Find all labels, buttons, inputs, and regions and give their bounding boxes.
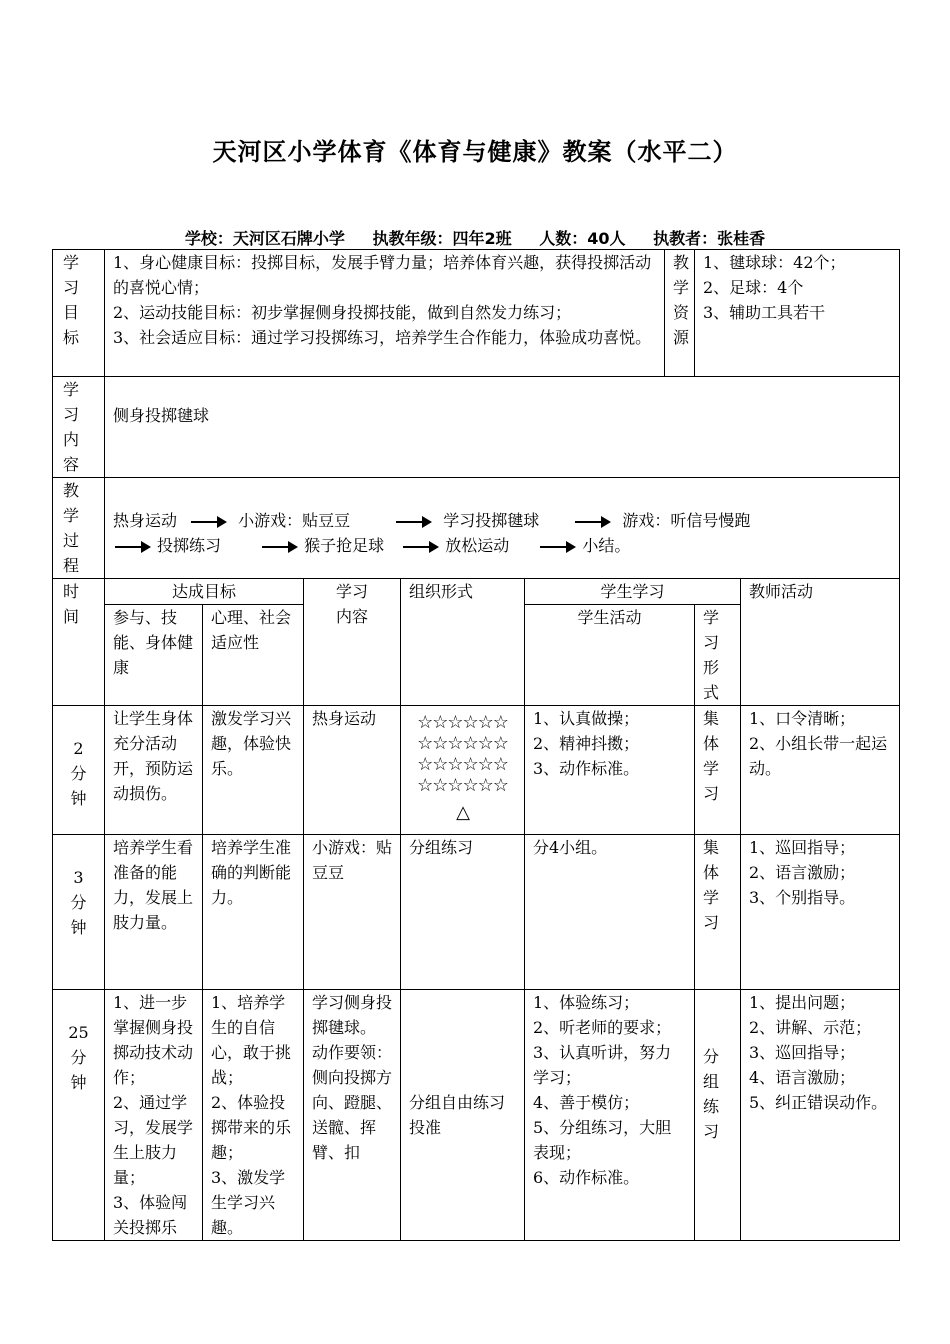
content-head: 学 习 内 容 — [53, 377, 105, 478]
teacher-header: 教师活动 — [741, 579, 900, 706]
goals-text: 1、身心健康目标：投掷目标，发展手臂力量；培养体育兴趣，获得投掷活动的喜悦心情； 2、运动技能目标：初步掌握侧身投掷技能，做到自然发力练习； 3、社会适应目标：通过学习投掷练习，培养学生合作能力，体验成功喜悦。 — [105, 250, 665, 377]
formation-diagram — [401, 706, 525, 835]
resources-list: 1、毽球球：42个； 2、足球：4个 3、辅助工具若干 — [695, 250, 900, 377]
table-row — [53, 706, 900, 835]
arrow-icon — [262, 546, 296, 548]
process-step: 学习投掷毽球 — [443, 511, 540, 530]
header-row — [53, 579, 900, 605]
process-row — [53, 478, 900, 579]
info-count: 人数：40人 — [539, 229, 626, 248]
info-teacher: 执教者：张桂香 — [653, 229, 766, 248]
process-head: 教 学 过 程 — [53, 478, 105, 579]
content-cell: 学习侧身投掷毽球。 动作要领：侧向投掷方向、蹬腿、送髋、挥臂、扣 — [304, 990, 401, 1241]
arrow-icon — [396, 521, 430, 523]
goals-head: 学 习 目 标 — [53, 250, 105, 377]
goal-a-header: 参与、技能、身体健康 — [105, 605, 203, 706]
activity-header: 学生活动 — [525, 605, 695, 706]
arrow-icon — [540, 546, 574, 548]
goals-row — [53, 250, 900, 377]
org-header: 组织形式 — [401, 579, 525, 706]
activity-cell: 1、认真做操； 2、精神抖擞； 3、动作标准。 — [525, 706, 695, 835]
content-text: 侧身投掷毽球 — [105, 377, 900, 478]
goal-a-cell: 培养学生看准备的能力，发展上肢力量。 — [105, 835, 203, 990]
activity-cell: 1、体验练习； 2、听老师的要求； 3、认真听讲，努力学习； 4、善于模仿； 5、分组练习，大胆表现； 6、动作标准。 — [525, 990, 695, 1241]
triangle-icon: △ — [456, 802, 469, 823]
info-line — [52, 226, 898, 249]
form-cell: 集体学习 — [695, 706, 741, 835]
process-step: 放松运动 — [445, 536, 510, 555]
student-header: 学生学习 — [525, 579, 741, 605]
form-cell: 集体学习 — [695, 835, 741, 990]
content-header: 学习 内容 — [304, 579, 401, 706]
goal-a-cell: 让学生身体充分活动开，预防运动损伤。 — [105, 706, 203, 835]
process-step: 投掷练习 — [157, 536, 222, 555]
process-step: 猴子抢足球 — [304, 536, 385, 555]
form-cell: 分组练习 — [695, 990, 741, 1241]
process-flow — [105, 478, 900, 579]
goal-b-header: 心理、社会适应性 — [203, 605, 304, 706]
arrow-icon — [115, 546, 149, 548]
goal-b-cell: 培养学生准确的判断能力。 — [203, 835, 304, 990]
content-cell: 小游戏：贴豆豆 — [304, 835, 401, 990]
time-header: 时 间 — [53, 579, 105, 706]
goal-header: 达成目标 — [105, 579, 304, 605]
star-row: ☆☆☆☆☆☆ — [417, 712, 508, 733]
org-cell: 分组自由练习投准 — [401, 990, 525, 1241]
process-step: 游戏：听信号慢跑 — [622, 511, 751, 530]
content-cell: 热身运动 — [304, 706, 401, 835]
teacher-cell: 1、提出问题； 2、讲解、示范； 3、巡回指导； 4、语言激励； 5、纠正错误动作。 — [741, 990, 900, 1241]
form-header: 学习 形式 — [695, 605, 741, 706]
star-row: ☆☆☆☆☆☆ — [417, 754, 508, 775]
resources-head: 教 学 资 源 — [665, 250, 695, 377]
process-step: 小游戏：贴豆豆 — [238, 511, 351, 530]
info-school: 学校：天河区石牌小学 — [184, 229, 345, 248]
page-title: 天河区小学体育《体育与健康》教案（水平二） — [212, 138, 738, 166]
process-step: 热身运动 — [113, 511, 178, 530]
teacher-cell: 1、巡回指导； 2、语言激励； 3、个别指导。 — [741, 835, 900, 990]
table-row — [53, 990, 900, 1241]
activity-cell: 分4小组。 — [525, 835, 695, 990]
goal-b-cell: 激发学习兴趣，体验快乐。 — [203, 706, 304, 835]
goal-b-cell: 1、培养学生的自信心，敢于挑战； 2、体验投掷带来的乐趣； 3、激发学生学习兴趣。 — [203, 990, 304, 1241]
time-cell: 2 分 钟 — [53, 706, 105, 835]
time-cell: 3 分 钟 — [53, 835, 105, 990]
star-row: ☆☆☆☆☆☆ — [417, 733, 508, 754]
star-row: ☆☆☆☆☆☆ — [417, 775, 508, 796]
lesson-plan-table — [52, 249, 900, 1241]
arrow-icon — [191, 521, 225, 523]
time-cell: 25 分 钟 — [53, 990, 105, 1241]
arrow-icon — [575, 521, 609, 523]
goal-a-cell: 1、进一步掌握侧身投掷动技术动作； 2、通过学习，发展学生上肢力量； 3、体验闯关投掷乐 — [105, 990, 203, 1241]
process-step: 小结。 — [582, 536, 631, 555]
teacher-cell: 1、口令清晰； 2、小组长带一起运动。 — [741, 706, 900, 835]
org-cell: 分组练习 — [401, 835, 525, 990]
arrow-icon — [403, 546, 437, 548]
info-grade: 执教年级：四年2班 — [372, 229, 512, 248]
content-row — [53, 377, 900, 478]
table-row — [53, 835, 900, 990]
